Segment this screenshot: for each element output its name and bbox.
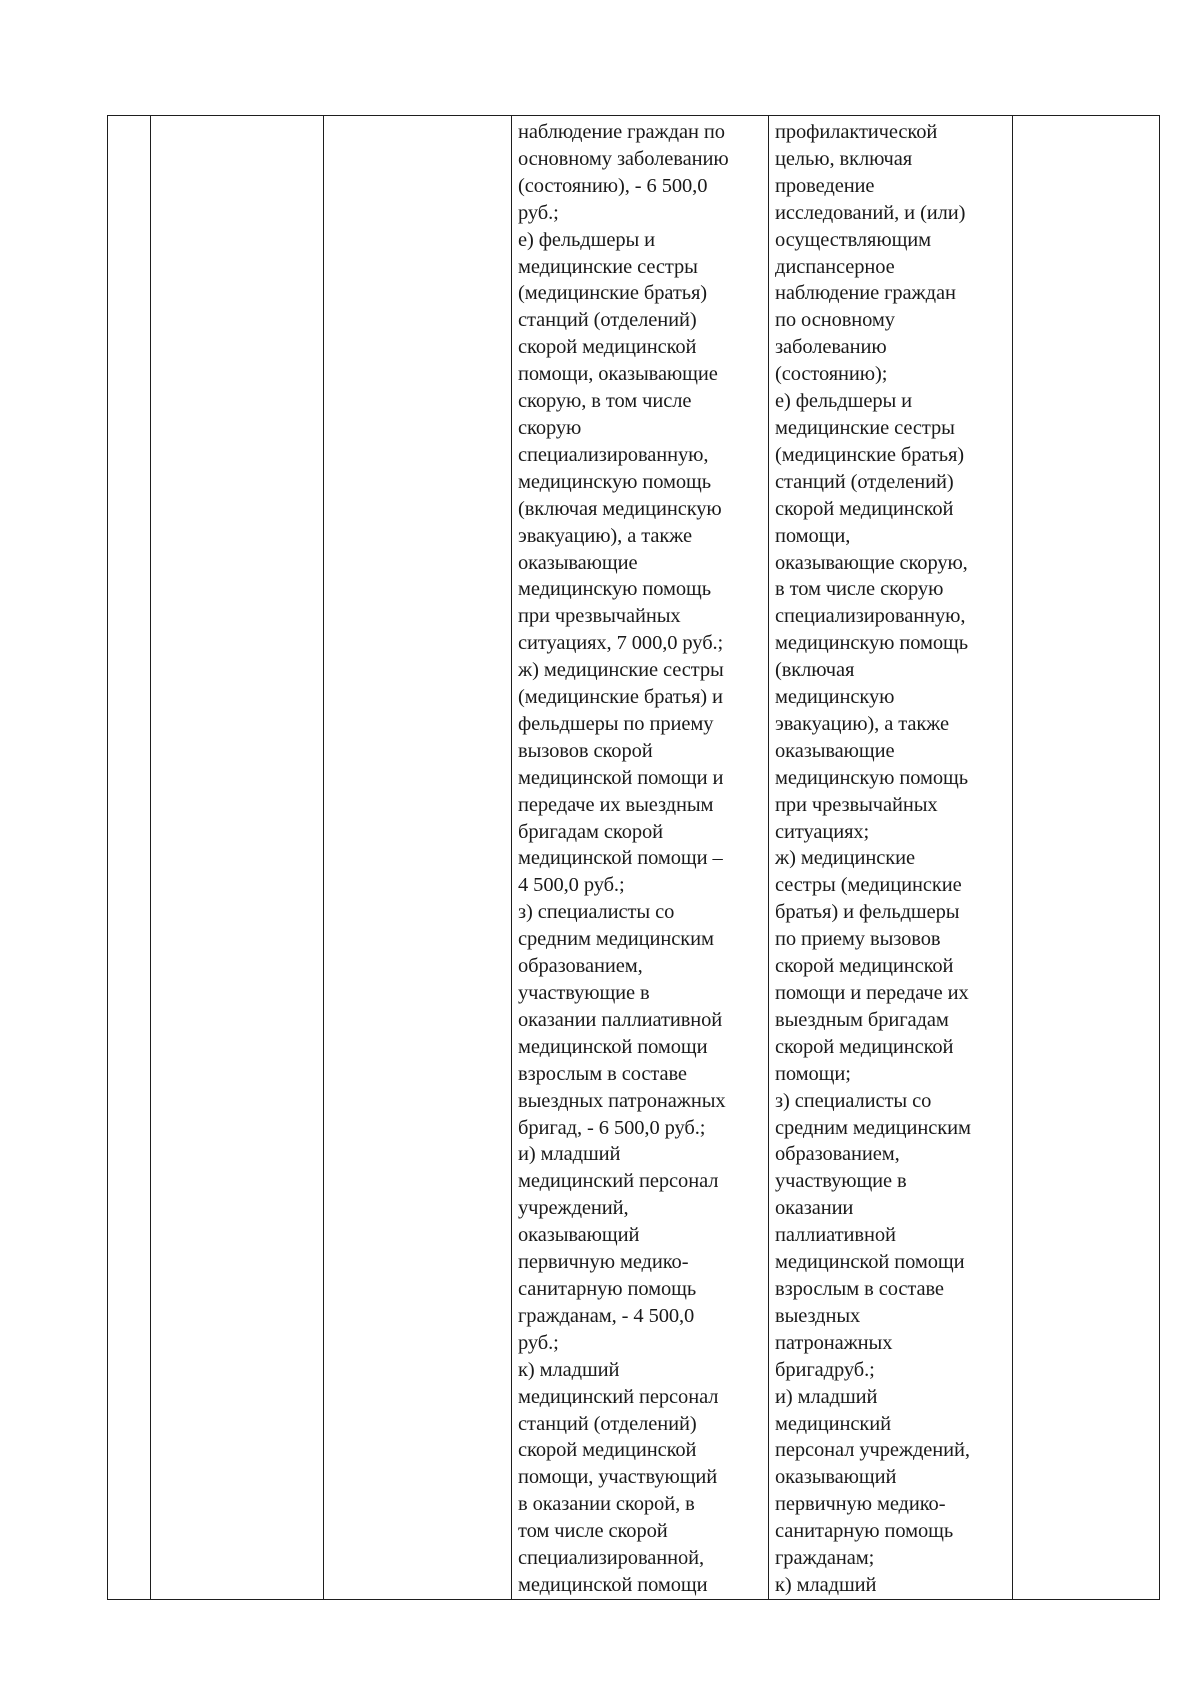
table-cell-recipient-categories <box>769 116 1013 1600</box>
cell-text <box>324 116 511 119</box>
cell-text <box>151 116 323 119</box>
table-cell-payment-amounts <box>512 116 769 1600</box>
cell-text <box>1013 116 1159 119</box>
table-row <box>108 116 1160 1600</box>
table-cell-notes <box>1013 116 1160 1600</box>
table-cell-basis <box>324 116 512 1600</box>
table-cell-number <box>108 116 151 1600</box>
document-table <box>107 115 1160 1600</box>
payment-amounts-text: наблюдение граждан по основному заболеванию (состоянию), - 6 500,0 руб.; е) фельдшеры и медицинские сестры (медицинские братья) станций (отделений) скорой медицинской помощи, оказывающие скорую, в том числе скорую специализированную, медицинскую помощь (включая медицинскую эвакуацию), а также оказывающие медицинскую помощь при чрезвычайных ситуациях, 7 000,0 руб.; ж) медицинские сестры (медицинские братья) и фельдшеры по приему вызовов скорой медицинской помощи и передаче их выездным бригадам скорой медицинской помощи – 4 500,0 руб.; з) специалисты со средним медицинским образованием, участвующие в оказании паллиативной медицинской помощи взрослым в составе выездных патронажных бригад, - 6 500,0 руб.; и) младший медицинский персонал учреждений, оказывающий первичную медико- санитарную помощь гражданам, - 4 500,0 руб.; к) младший медицинский персонал станций (отделений) скорой медицинской помощи, участвующий в оказании скорой, в том числе скорой специализированной, медицинской помощи <box>518 121 729 1596</box>
table-cell-name <box>151 116 324 1600</box>
recipient-categories-text: профилактической целью, включая проведение исследований, и (или) осуществляющим диспансерное наблюдение граждан по основному заболеванию (состоянию); е) фельдшеры и медицинские сестры (медицинские братья) станций (отделений) скорой медицинской помощи, оказывающие скорую, в том числе скорую специализированную, медицинскую помощь (включая медицинскую эвакуацию), а также оказывающие медицинскую помощь при чрезвычайных ситуациях; ж) медицинские сестры (медицинские братья) и фельдшеры по приему вызовов скорой медицинской помощи и передаче их выездным бригадам скорой медицинской помощи; з) специалисты со средним медицинским образованием, участвующие в оказании паллиативной медицинской помощи взрослым в составе выездных патронажных бригадруб.; и) младший медицинский персонал учреждений, оказывающий первичную медико- санитарную помощь гражданам; к) младший <box>775 121 971 1596</box>
cell-text <box>108 116 150 119</box>
